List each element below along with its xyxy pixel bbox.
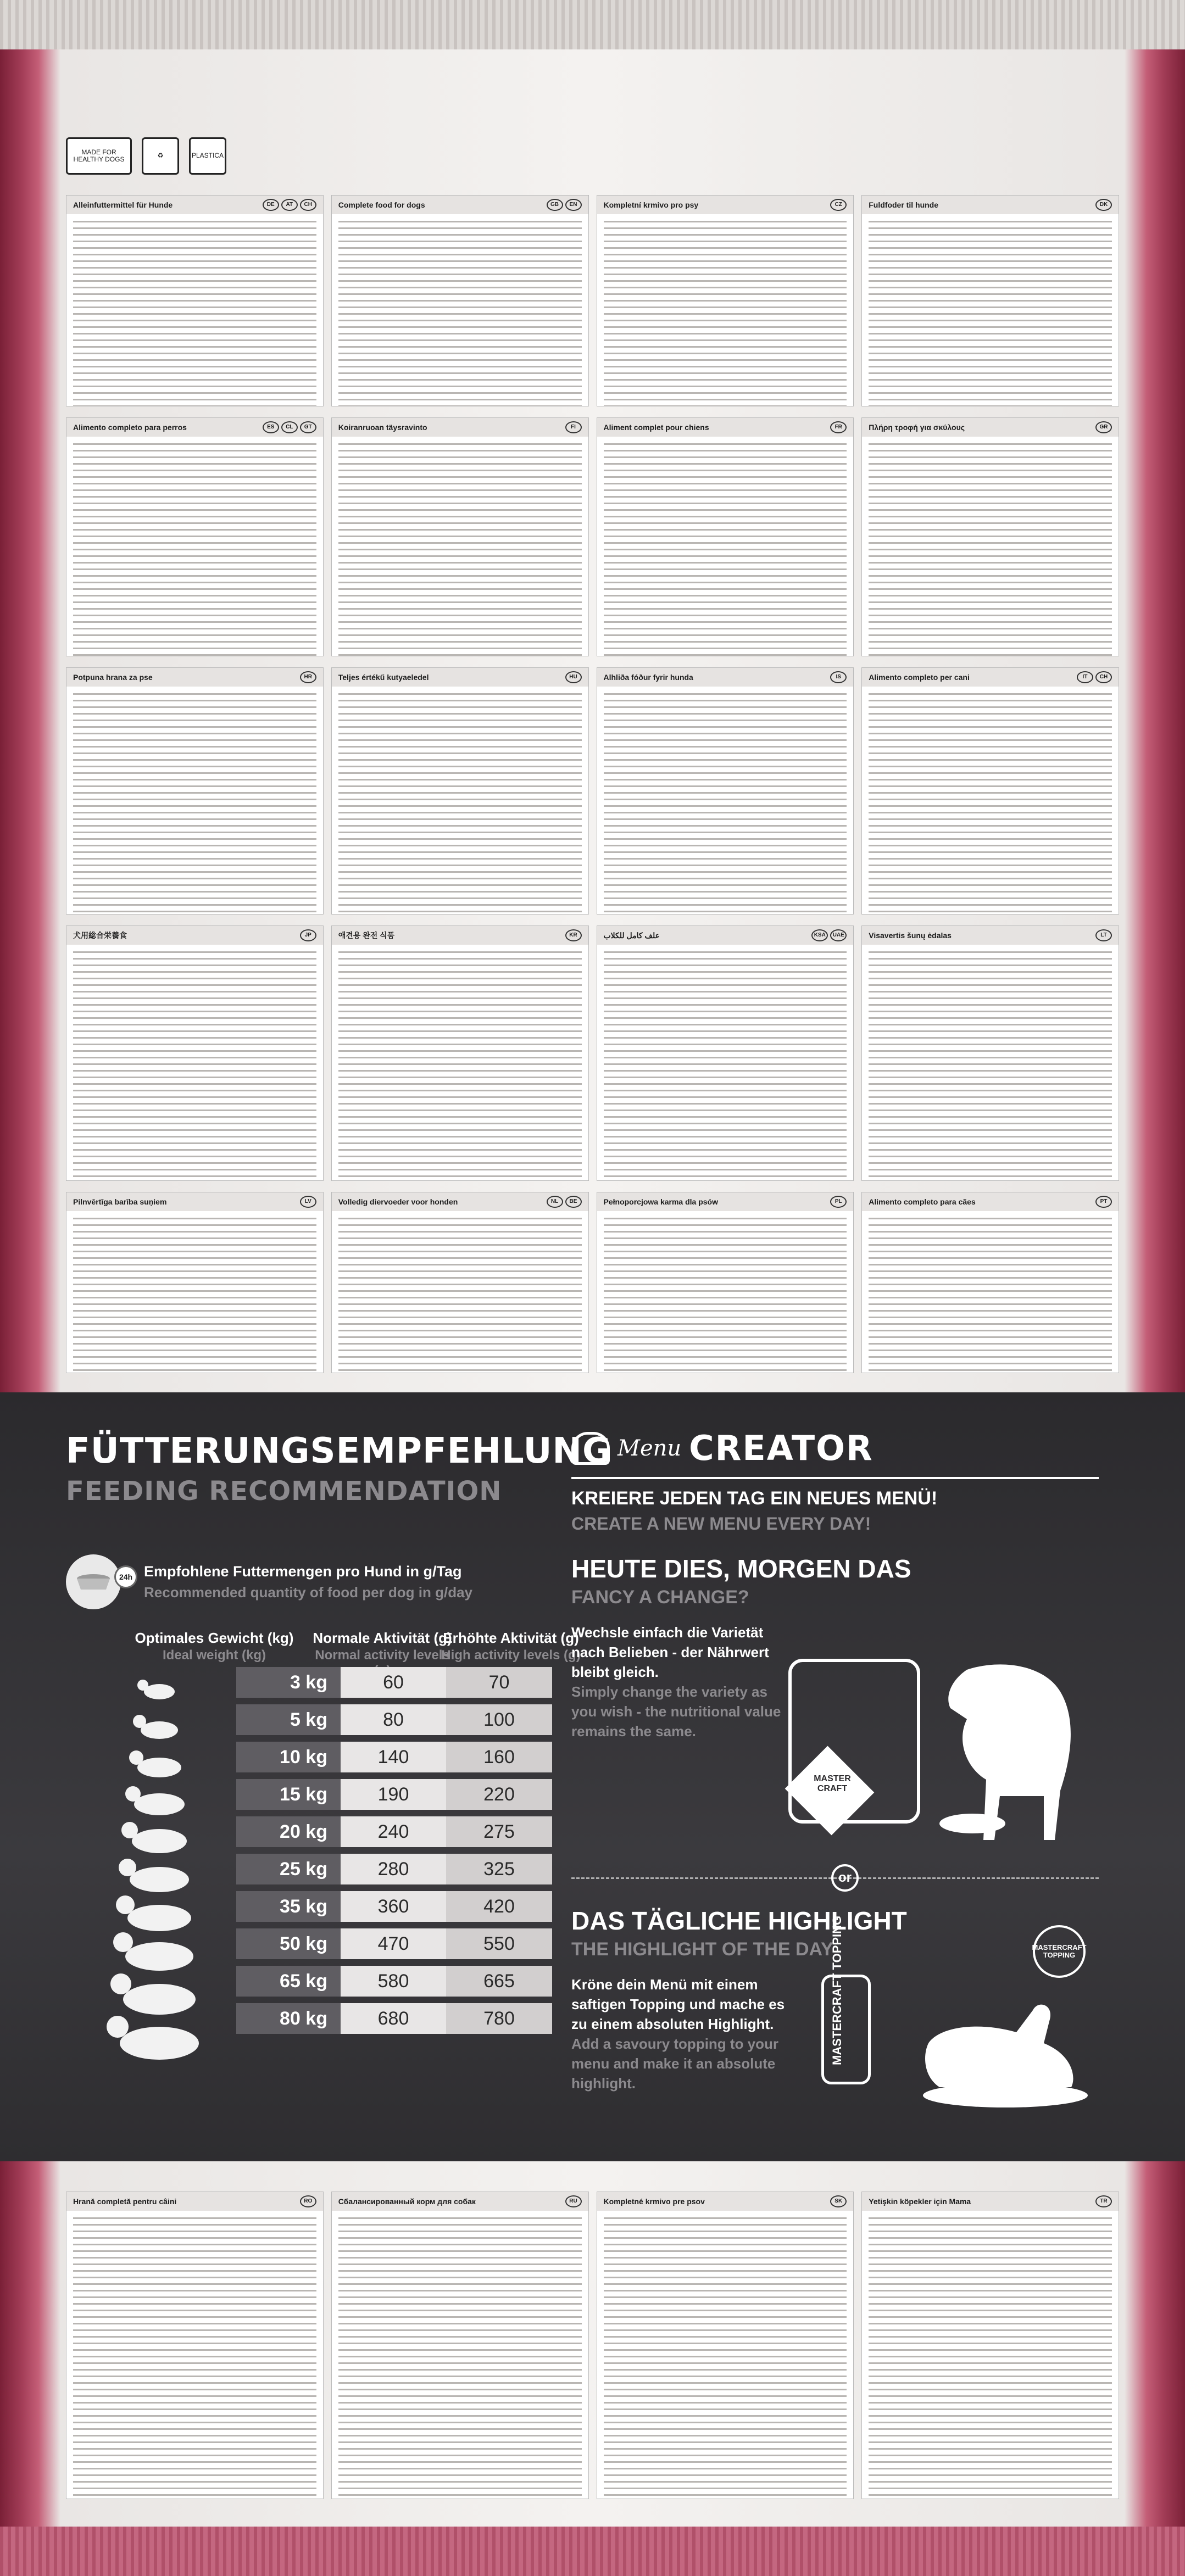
weight-cell: 25 kg bbox=[236, 1854, 341, 1884]
table-row bbox=[236, 1928, 552, 1959]
lang-badge: CZ bbox=[830, 199, 847, 211]
divider bbox=[571, 1477, 1099, 1479]
lang-badge: PT bbox=[1095, 1196, 1112, 1208]
lang-badge: FI bbox=[565, 421, 582, 433]
panel-text bbox=[869, 219, 1112, 406]
high-cell: 665 bbox=[446, 1966, 552, 1997]
lang-badge: SK bbox=[830, 2195, 847, 2207]
panel-heading: علف كامل للكلاب bbox=[603, 930, 660, 940]
lang-badge: CH bbox=[1095, 671, 1112, 683]
variety-title-de: HEUTE DIES, MORGEN DAS bbox=[571, 1554, 911, 1583]
ingredient-panel bbox=[331, 417, 589, 656]
weight-cell: 15 kg bbox=[236, 1779, 341, 1810]
panel-heading: Alimento completo para cães bbox=[869, 1197, 976, 1206]
col-high-de: Erhöhte Aktivität (g) bbox=[443, 1630, 579, 1646]
ingredient-panel bbox=[66, 2192, 324, 2499]
ingredient-panel bbox=[597, 417, 854, 656]
weight-cell: 10 kg bbox=[236, 1742, 341, 1772]
bowl-with-topping-icon bbox=[906, 1977, 1104, 2120]
lang-badge: RO bbox=[300, 2195, 316, 2207]
normal-cell: 190 bbox=[341, 1779, 446, 1810]
weight-cell: 20 kg bbox=[236, 1816, 341, 1847]
highlight-text-en: Add a savoury topping to your menu and make it an absolute highlight. bbox=[571, 2036, 779, 2092]
ingredient-panel bbox=[331, 667, 589, 915]
bottom-seam bbox=[0, 2527, 1185, 2576]
ingredients-row-2 bbox=[66, 417, 1119, 656]
lang-badge: NL bbox=[547, 1196, 563, 1208]
panel-heading: Alleinfuttermittel für Hunde bbox=[73, 200, 173, 209]
ingredient-panel bbox=[597, 925, 854, 1181]
lang-badge: GT bbox=[300, 421, 316, 433]
panel-text bbox=[73, 691, 316, 915]
panel-heading: Hrană completă pentru câini bbox=[73, 2197, 177, 2206]
panel-text bbox=[604, 691, 847, 915]
panel-heading: Fuldfoder til hunde bbox=[869, 200, 939, 209]
logo-creator: CREATOR bbox=[689, 1428, 874, 1468]
bowl-icon bbox=[66, 1554, 121, 1609]
ingredients-row-4 bbox=[66, 925, 1119, 1181]
ingredient-panel bbox=[66, 195, 324, 406]
ingredient-panel bbox=[597, 195, 854, 406]
panel-heading: 犬用総合栄養食 bbox=[73, 931, 127, 940]
weight-cell: 35 kg bbox=[236, 1891, 341, 1922]
feeding-table bbox=[236, 1667, 552, 2040]
panel-text bbox=[338, 2215, 582, 2499]
panel-text bbox=[338, 1215, 582, 1373]
panel-heading: Complete food for dogs bbox=[338, 200, 425, 209]
feeding-title-en: FEEDING RECOMMENDATION bbox=[66, 1476, 502, 1507]
table-row bbox=[236, 1891, 552, 1922]
lang-badge: AT bbox=[281, 199, 298, 211]
panel-text bbox=[604, 441, 847, 656]
lang-badge: CH bbox=[300, 199, 316, 211]
weight-cell: 65 kg bbox=[236, 1966, 341, 1997]
ingredient-panel bbox=[861, 417, 1119, 656]
lang-badge: DE bbox=[263, 199, 279, 211]
panel-text bbox=[604, 219, 847, 406]
panel-text bbox=[73, 219, 316, 406]
panel-text bbox=[73, 1215, 316, 1373]
ingredient-panel bbox=[597, 2192, 854, 2499]
panel-heading: Kompletní krmivo pro psy bbox=[603, 200, 699, 209]
lang-badge: TR bbox=[1095, 2195, 1112, 2207]
normal-cell: 240 bbox=[341, 1816, 446, 1847]
panel-heading: Kompletné krmivo pre psov bbox=[603, 2197, 705, 2206]
ingredients-row-1 bbox=[66, 195, 1119, 406]
dog-silhouettes-icon bbox=[93, 1670, 225, 2098]
panel-text bbox=[73, 2215, 316, 2499]
panel-heading: Pełnoporcjowa karma dla psów bbox=[603, 1197, 719, 1206]
feeding-title bbox=[66, 1431, 612, 1507]
col-weight-de: Optimales Gewicht (kg) bbox=[135, 1630, 294, 1646]
table-row bbox=[236, 1966, 552, 1997]
normal-cell: 580 bbox=[341, 1966, 446, 1997]
panel-heading: Aliment complet pour chiens bbox=[603, 423, 709, 432]
logo-menu: Menu bbox=[617, 1435, 682, 1461]
panel-heading: 애견용 완전 식품 bbox=[338, 931, 395, 940]
panel-heading: Koiranruoan täysravinto bbox=[338, 423, 427, 432]
lang-badge: CL bbox=[281, 421, 298, 433]
panel-text bbox=[869, 691, 1112, 915]
lang-badge: UAE bbox=[830, 929, 847, 941]
high-cell: 780 bbox=[446, 2003, 552, 2034]
table-row bbox=[236, 1742, 552, 1772]
col-normal-de: Normale Aktivität (g) bbox=[313, 1630, 452, 1646]
ingredient-panel bbox=[66, 667, 324, 915]
panel-text bbox=[604, 1215, 847, 1373]
ingredient-panel bbox=[66, 417, 324, 656]
panel-heading: Yetişkin köpekler için Mama bbox=[869, 2197, 971, 2206]
lang-badge: GB bbox=[547, 199, 563, 211]
ingredient-panel bbox=[331, 925, 589, 1181]
weight-cell: 3 kg bbox=[236, 1667, 341, 1698]
table-row bbox=[236, 2003, 552, 2034]
table-row bbox=[236, 1704, 552, 1735]
high-cell: 275 bbox=[446, 1816, 552, 1847]
lang-badge: HU bbox=[565, 671, 582, 683]
col-high-en: High activity levels (g) bbox=[441, 1648, 581, 1663]
variety-text-de: Wechsle einfach die Varietät nach Belieben - der Nährwert bleibt gleich. bbox=[571, 1624, 769, 1680]
menu-headline-de: KREIERE JEDEN TAG EIN NEUES MENÜ! bbox=[571, 1488, 938, 1509]
variety-text-en: Simply change the variety as you wish - the nutritional value remains the same. bbox=[571, 1683, 781, 1739]
lang-badge: IT bbox=[1077, 671, 1093, 683]
panel-heading: Alhliða fóður fyrir hunda bbox=[603, 673, 693, 682]
menu-headline-en: CREATE A NEW MENU EVERY DAY! bbox=[571, 1514, 871, 1534]
certification-icons bbox=[66, 137, 226, 175]
panel-text bbox=[869, 2215, 1112, 2499]
weight-cell: 5 kg bbox=[236, 1704, 341, 1735]
normal-cell: 360 bbox=[341, 1891, 446, 1922]
recycle-icon: ♻ bbox=[142, 137, 179, 175]
lang-badge: BE bbox=[565, 1196, 582, 1208]
ingredient-panel bbox=[66, 925, 324, 1181]
highlight-text-de: Kröne dein Menü mit einem saftigen Topping und mache es zu einem absoluten Highlight. bbox=[571, 1976, 785, 2032]
made-for-healthy-dogs-icon: MADE FOR HEALTHY DOGS bbox=[66, 137, 132, 175]
ingredient-panel bbox=[597, 1192, 854, 1373]
highlight-title-de: DAS TÄGLICHE HIGHLIGHT bbox=[571, 1906, 907, 1935]
lang-badge: HR bbox=[300, 671, 316, 683]
or-badge: or bbox=[831, 1864, 859, 1892]
lang-badge: KSA bbox=[811, 929, 828, 941]
lang-badge: IS bbox=[830, 671, 847, 683]
normal-cell: 80 bbox=[341, 1704, 446, 1735]
high-cell: 325 bbox=[446, 1854, 552, 1884]
high-cell: 100 bbox=[446, 1704, 552, 1735]
panel-heading: Potpuna hrana za pse bbox=[73, 673, 153, 682]
lang-badge: DK bbox=[1095, 199, 1112, 211]
plastic-icon: PLASTICA bbox=[189, 137, 226, 175]
panel-heading: Volledig diervoeder voor honden bbox=[338, 1197, 458, 1206]
feeding-title-de: FÜTTERUNGSEMPFEHLUNG bbox=[66, 1431, 612, 1471]
panel-heading: Teljes értékű kutyaeledel bbox=[338, 673, 429, 682]
highlight-title-en: THE HIGHLIGHT OF THE DAY bbox=[571, 1939, 833, 1960]
ingredient-panel bbox=[331, 1192, 589, 1373]
sack-label: MASTER CRAFT bbox=[814, 1774, 851, 1793]
panel-text bbox=[869, 949, 1112, 1181]
table-row bbox=[236, 1667, 552, 1698]
lang-badge: PL bbox=[830, 1196, 847, 1208]
panel-text bbox=[73, 949, 316, 1181]
normal-cell: 60 bbox=[341, 1667, 446, 1698]
normal-cell: 680 bbox=[341, 2003, 446, 2034]
panel-heading: Pilnvērtīga barība suņiem bbox=[73, 1197, 167, 1206]
ingredient-panel bbox=[597, 667, 854, 915]
top-seam bbox=[0, 0, 1185, 49]
ingredient-panel bbox=[861, 1192, 1119, 1373]
weight-cell: 50 kg bbox=[236, 1928, 341, 1959]
high-cell: 220 bbox=[446, 1779, 552, 1810]
ingredient-panel bbox=[861, 925, 1119, 1181]
ingredients-row-3 bbox=[66, 667, 1119, 915]
panel-text bbox=[338, 691, 582, 915]
ingredient-panel bbox=[331, 2192, 589, 2499]
lang-badge: RU bbox=[565, 2195, 582, 2207]
table-row bbox=[236, 1779, 552, 1810]
menu-creator-logo bbox=[571, 1428, 1099, 1468]
panel-text bbox=[869, 441, 1112, 656]
ingredient-panel bbox=[331, 195, 589, 406]
recommendation-de: Empfohlene Futtermengen pro Hund in g/Tag bbox=[144, 1563, 462, 1580]
ingredients-row-5 bbox=[66, 1192, 1119, 1373]
panel-heading: Visavertis šunų ėdalas bbox=[869, 931, 952, 940]
chef-hat-icon bbox=[571, 1432, 610, 1465]
lang-badge: KR bbox=[565, 929, 582, 941]
panel-text bbox=[338, 949, 582, 1181]
panel-heading: Alimento completo para perros bbox=[73, 423, 187, 432]
ingredient-panel bbox=[861, 195, 1119, 406]
lang-badge: ES bbox=[263, 421, 279, 433]
panel-heading: Сбалансированный корм для собак bbox=[338, 2197, 476, 2206]
ingredients-row-6 bbox=[66, 2192, 1119, 2499]
table-row bbox=[236, 1816, 552, 1847]
panel-text bbox=[604, 949, 847, 1181]
dog-eating-icon bbox=[934, 1659, 1099, 1845]
panel-text bbox=[338, 441, 582, 656]
topping-tube-icon bbox=[821, 1975, 871, 2084]
col-normal-en: Normal activity levels bbox=[315, 1648, 450, 1663]
24h-badge: 24h bbox=[114, 1565, 137, 1588]
normal-cell: 140 bbox=[341, 1742, 446, 1772]
ingredient-panel bbox=[861, 2192, 1119, 2499]
high-cell: 420 bbox=[446, 1891, 552, 1922]
topping-badge: MASTERCRAFT TOPPING bbox=[1033, 1925, 1086, 1978]
recommendation-en: Recommended quantity of food per dog in g/day bbox=[144, 1584, 473, 1601]
variety-title-en: FANCY A CHANGE? bbox=[571, 1587, 749, 1608]
normal-cell: 280 bbox=[341, 1854, 446, 1884]
panel-heading: Πλήρη τροφή για σκύλους bbox=[869, 423, 965, 432]
lang-badge: LT bbox=[1095, 929, 1112, 941]
panel-text bbox=[73, 441, 316, 656]
ingredient-panel bbox=[66, 1192, 324, 1373]
lang-badge: JP bbox=[300, 929, 316, 941]
panel-text bbox=[869, 1215, 1112, 1373]
weight-cell: 80 kg bbox=[236, 2003, 341, 2034]
ingredient-panel bbox=[861, 667, 1119, 915]
lang-badge: EN bbox=[565, 199, 582, 211]
normal-cell: 470 bbox=[341, 1928, 446, 1959]
lang-badge: FR bbox=[830, 421, 847, 433]
table-row bbox=[236, 1854, 552, 1884]
col-weight-en: Ideal weight (kg) bbox=[162, 1648, 266, 1663]
high-cell: 70 bbox=[446, 1667, 552, 1698]
high-cell: 160 bbox=[446, 1742, 552, 1772]
panel-text bbox=[338, 219, 582, 406]
high-cell: 550 bbox=[446, 1928, 552, 1959]
panel-text bbox=[604, 2215, 847, 2499]
lang-badge: LV bbox=[300, 1196, 316, 1208]
tube-label: MASTERCRAFT TOPPING bbox=[830, 1915, 844, 2065]
lang-badge: GR bbox=[1095, 421, 1112, 433]
panel-heading: Alimento completo per cani bbox=[869, 673, 970, 682]
